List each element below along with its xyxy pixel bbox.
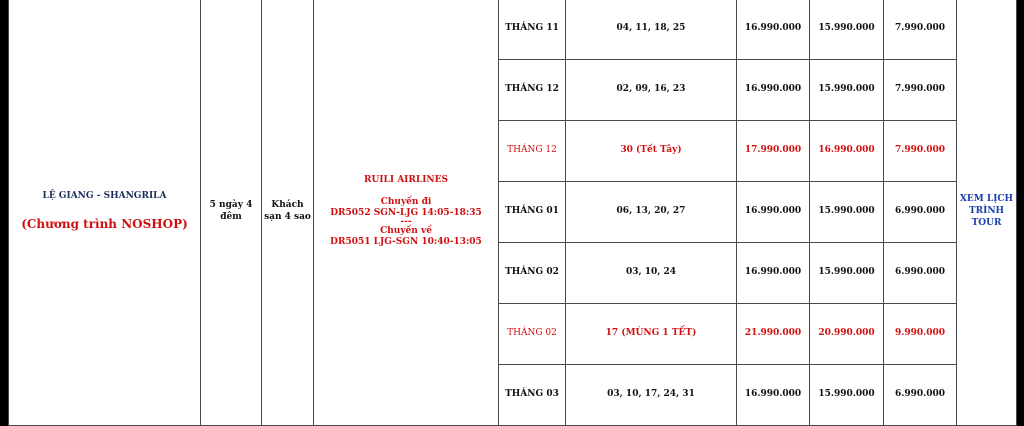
departure-dates-cell: 17 (MÙNG 1 TẾT) bbox=[566, 304, 737, 365]
departure-dates-cell: 03, 10, 17, 24, 31 bbox=[566, 365, 737, 426]
tour-name: LỆ GIANG - SHANGRILA bbox=[42, 191, 167, 202]
price-infant-cell: 9.990.000 bbox=[884, 304, 957, 365]
price-child-cell: 15.990.000 bbox=[810, 243, 884, 304]
month-cell: THÁNG 02 bbox=[499, 304, 566, 365]
departure-dates-cell: 30 (Tết Tây) bbox=[566, 121, 737, 182]
month-cell: THÁNG 03 bbox=[499, 365, 566, 426]
tour-program: (Chương trình NOSHOP) bbox=[21, 217, 188, 232]
departure-dates-cell: 06, 13, 20, 27 bbox=[566, 182, 737, 243]
outbound-flight: DR5052 SGN-LJG 14:05-18:35 bbox=[330, 208, 482, 219]
month-cell: THÁNG 01 bbox=[499, 182, 566, 243]
price-adult-cell: 16.990.000 bbox=[737, 182, 810, 243]
airline-name: RUILI AIRLINES bbox=[363, 175, 448, 186]
price-child-cell: 15.990.000 bbox=[810, 182, 884, 243]
tour-hotel: Khách sạn 4 sao bbox=[262, 0, 314, 426]
price-adult-cell: 17.990.000 bbox=[737, 121, 810, 182]
view-itinerary-link[interactable]: XEM LỊCH TRÌNH TOUR bbox=[957, 0, 1017, 426]
departure-dates-cell: 03, 10, 24 bbox=[566, 243, 737, 304]
price-child-cell: 20.990.000 bbox=[810, 304, 884, 365]
departure-dates-cell: 04, 11, 18, 25 bbox=[566, 0, 737, 60]
price-infant-cell: 6.990.000 bbox=[884, 365, 957, 426]
price-child-cell: 15.990.000 bbox=[810, 365, 884, 426]
price-child-cell: 16.990.000 bbox=[810, 121, 884, 182]
price-adult-cell: 16.990.000 bbox=[737, 243, 810, 304]
table-row bbox=[9, 0, 1017, 60]
tour-name-cell bbox=[9, 0, 201, 426]
price-adult-cell: 21.990.000 bbox=[737, 304, 810, 365]
price-child-cell: 15.990.000 bbox=[810, 60, 884, 121]
price-infant-cell: 6.990.000 bbox=[884, 182, 957, 243]
flight-info-cell bbox=[314, 0, 499, 426]
price-infant-cell: 7.990.000 bbox=[884, 0, 957, 60]
price-adult-cell: 16.990.000 bbox=[737, 365, 810, 426]
price-infant-cell: 6.990.000 bbox=[884, 243, 957, 304]
tour-duration: 5 ngày 4 đêm bbox=[201, 0, 262, 426]
flight-separator: --- bbox=[400, 217, 412, 228]
departure-dates-cell: 02, 09, 16, 23 bbox=[566, 60, 737, 121]
month-cell: THÁNG 12 bbox=[499, 121, 566, 182]
tour-schedule-table bbox=[8, 0, 1017, 426]
return-flight: DR5051 LJG-SGN 10:40-13:05 bbox=[330, 237, 482, 248]
price-child-cell: 15.990.000 bbox=[810, 0, 884, 60]
month-cell: THÁNG 12 bbox=[499, 60, 566, 121]
price-infant-cell: 7.990.000 bbox=[884, 121, 957, 182]
month-cell: THÁNG 02 bbox=[499, 243, 566, 304]
month-cell: THÁNG 11 bbox=[499, 0, 566, 60]
price-infant-cell: 7.990.000 bbox=[884, 60, 957, 121]
price-adult-cell: 16.990.000 bbox=[737, 0, 810, 60]
price-adult-cell: 16.990.000 bbox=[737, 60, 810, 121]
return-label: Chuyến về bbox=[380, 225, 432, 236]
outbound-label: Chuyến đi bbox=[380, 196, 432, 207]
